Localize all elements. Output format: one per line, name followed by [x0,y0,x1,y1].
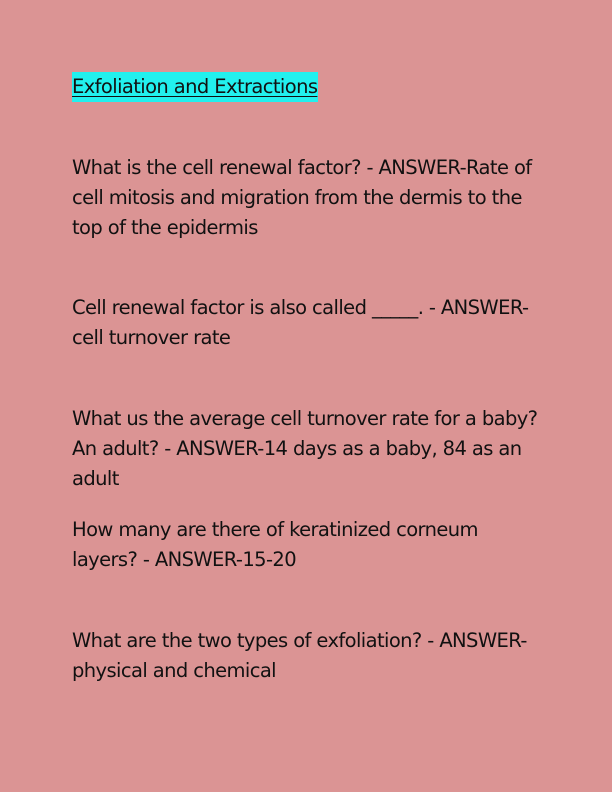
qa-item-3: What us the average cell turnover rate for a baby? An adult? - ANSWER-14 days as a baby, 84 as an adult [72,407,538,490]
qa-item-2: Cell renewal factor is also called _____. - ANSWER-cell turnover rate [72,296,529,349]
qa-item-1: What is the cell renewal factor? - ANSWER-Rate of cell mitosis and migration from the dermis to the top of the epidermis [72,156,532,239]
qa-item-5: What are the two types of exfoliation? - ANSWER-physical and chemical [72,629,527,682]
qa-item-4: How many are there of keratinized corneum layers? - ANSWER-15-20 [72,518,478,571]
page-title: Exfoliation and Extractions [72,72,318,102]
document-page [72,72,542,682]
